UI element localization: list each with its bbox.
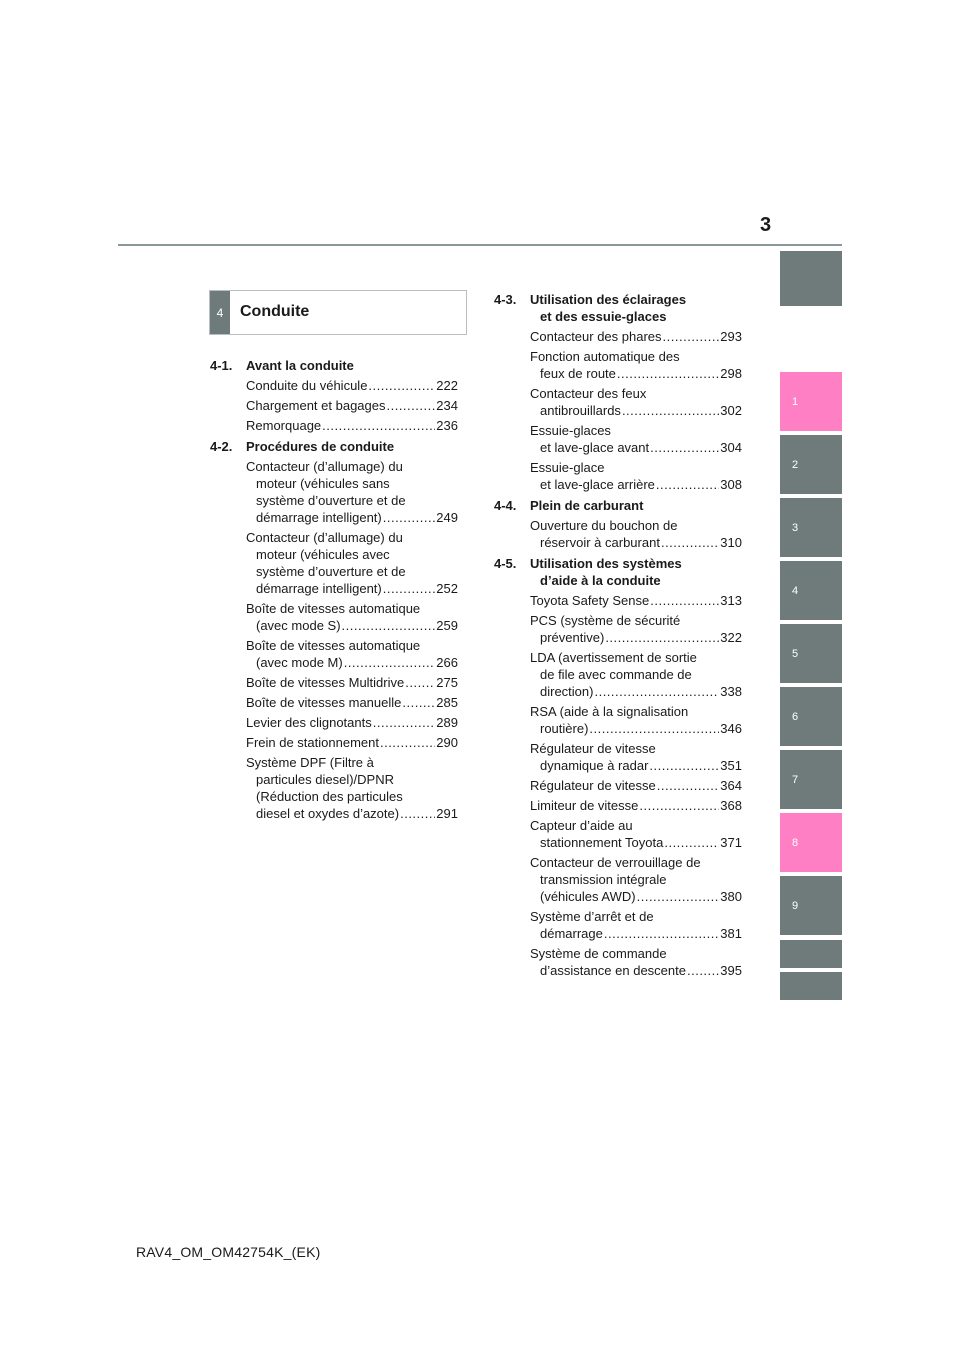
toc-entry-text: Essuie-glace (530, 460, 605, 475)
chapter-tab-8[interactable] (780, 813, 842, 872)
toc-entry[interactable] (494, 740, 742, 774)
toc-entry[interactable] (210, 417, 458, 434)
toc-page-number: 302 (720, 403, 742, 418)
toc-entry-text: d’assistance en descente (540, 963, 686, 978)
toc-entry-text: transmission intégrale (540, 872, 667, 887)
toc-entry[interactable] (494, 854, 742, 905)
toc-entry-text: Levier des clignotants (246, 715, 372, 730)
toc-entry[interactable] (494, 612, 742, 646)
toc-page-number: 338 (720, 684, 742, 699)
toc-entry[interactable] (494, 459, 742, 493)
toc-entry[interactable] (210, 529, 458, 597)
toc-entry-text: démarrage intelligent) (256, 510, 382, 525)
toc-page-number: 380 (720, 889, 742, 904)
chapter-tab-label: 7 (792, 773, 799, 786)
dot-leader (657, 777, 720, 794)
toc-entry-text: particules diesel)/DPNR (256, 772, 394, 787)
toc-entry-text: Essuie-glaces (530, 423, 611, 438)
document-code: RAV4_OM_OM42754K_(EK) (136, 1244, 321, 1260)
chapter-tab-label: 4 (792, 584, 799, 597)
toc-entry-text: moteur (véhicules avec (256, 547, 390, 562)
toc-entry-text: Régulateur de vitesse (530, 741, 656, 756)
dot-leader (661, 534, 719, 551)
dot-leader (405, 674, 435, 691)
toc-entry-text: Contacteur de verrouillage de (530, 855, 701, 870)
section-heading (494, 497, 742, 514)
toc-entry-text: Limiteur de vitesse (530, 798, 639, 813)
dot-leader (656, 476, 719, 493)
toc-entry[interactable] (494, 517, 742, 551)
toc-page-number: 222 (436, 378, 458, 393)
section-heading (210, 357, 458, 374)
toc-entry-text: Contacteur des phares (530, 329, 662, 344)
dot-leader (368, 377, 435, 394)
toc-page-number: 368 (720, 798, 742, 813)
toc-page-number: 285 (436, 695, 458, 710)
section-heading (494, 291, 742, 325)
toc-entry-text: Boîte de vitesses manuelle (246, 695, 402, 710)
section-title: Utilisation des systèmes (530, 556, 682, 571)
toc-entry-text: Frein de stationnement (246, 735, 379, 750)
toc-page-number: 266 (436, 655, 458, 670)
toc-page-number: 236 (436, 418, 458, 433)
toc-page-number: 310 (720, 535, 742, 550)
toc-page-number: 346 (720, 721, 742, 736)
toc-entry-text: (avec mode S) (256, 618, 341, 633)
toc-page-number: 304 (720, 440, 742, 455)
toc-entry[interactable] (210, 637, 458, 671)
toc-page-number: 275 (436, 675, 458, 690)
toc-entry[interactable] (494, 945, 742, 979)
toc-entry[interactable] (494, 703, 742, 737)
toc-entry-text: système d’ouverture et de (256, 493, 406, 508)
chapter-tab-9[interactable] (780, 876, 842, 935)
section-title: d’aide à la conduite (540, 573, 661, 588)
toc-page-number: 252 (436, 581, 458, 596)
toc-entry[interactable] (210, 674, 458, 691)
toc-entry[interactable] (210, 754, 458, 822)
chapter-tab-2[interactable] (780, 435, 842, 494)
chapter-tab-label: 1 (792, 395, 799, 408)
toc-entry-text: feux de route (540, 366, 616, 381)
chapter-tab-blank-10[interactable] (780, 940, 842, 968)
toc-entry-text: Chargement et bagages (246, 398, 386, 413)
toc-entry[interactable] (210, 377, 458, 394)
dot-leader (589, 720, 719, 737)
toc-entry-text: LDA (avertissement de sortie (530, 650, 697, 665)
dot-leader (664, 834, 719, 851)
chapter-tab-6[interactable] (780, 687, 842, 746)
dot-leader (650, 592, 719, 609)
toc-page-number: 364 (720, 778, 742, 793)
chapter-tab-3[interactable] (780, 498, 842, 557)
toc-page-number: 351 (720, 758, 742, 773)
toc-entry-text: Capteur d’aide au (530, 818, 633, 833)
section-title: Plein de carburant (530, 498, 644, 513)
toc-entry-text: réservoir à carburant (540, 535, 660, 550)
toc-entry-text: Fonction automatique des (530, 349, 680, 364)
dot-leader (383, 509, 436, 526)
toc-page-number: 290 (436, 735, 458, 750)
page-number: 3 (760, 214, 772, 236)
dot-leader (344, 654, 436, 671)
chapter-tab-5[interactable] (780, 624, 842, 683)
chapter-tab-4[interactable] (780, 561, 842, 620)
toc-entry[interactable] (494, 422, 742, 456)
toc-entry-text: dynamique à radar (540, 758, 649, 773)
toc-entry[interactable] (210, 397, 458, 414)
dot-leader (663, 328, 720, 345)
dot-leader (650, 439, 719, 456)
dot-leader (594, 683, 719, 700)
toc-entry-text: (Réduction des particules (256, 789, 403, 804)
toc-entry-text: (avec mode M) (256, 655, 343, 670)
chapter-tab-label: 2 (792, 458, 799, 471)
toc-entry[interactable] (210, 734, 458, 751)
toc-entry-text: démarrage (540, 926, 603, 941)
dot-leader (605, 629, 719, 646)
toc-entry-text: direction) (540, 684, 594, 699)
toc-entry-text: Conduite du véhicule (246, 378, 368, 393)
toc-entry[interactable] (494, 817, 742, 851)
section-heading (210, 438, 458, 455)
dot-leader (386, 397, 435, 414)
dot-leader (373, 714, 436, 731)
toc-entry-text: système d’ouverture et de (256, 564, 406, 579)
toc-entry-text: stationnement Toyota (540, 835, 664, 850)
chapter-tab-label: 3 (792, 521, 799, 534)
toc-entry[interactable] (494, 592, 742, 609)
chapter-number: 4 (210, 291, 230, 334)
toc-page-number: 259 (436, 618, 458, 633)
toc-page-number: 298 (720, 366, 742, 381)
dot-leader (402, 694, 435, 711)
dot-leader (380, 734, 435, 751)
section-title: Utilisation des éclairages (530, 292, 687, 307)
dot-leader (400, 805, 435, 822)
toc-entry-text: et lave-glace arrière (540, 477, 655, 492)
toc-entry-text: Toyota Safety Sense (530, 593, 650, 608)
chapter-tab-label: 6 (792, 710, 799, 723)
toc-page-number: 395 (720, 963, 742, 978)
toc-entry-text: diesel et oxydes d’azote) (256, 806, 400, 821)
toc-page-number: 308 (720, 477, 742, 492)
toc-page-number: 234 (436, 398, 458, 413)
toc-entry[interactable] (210, 714, 458, 731)
toc-entry[interactable] (494, 777, 742, 794)
toc-page-number: 289 (436, 715, 458, 730)
toc-entry-text: Boîte de vitesses automatique (246, 601, 421, 616)
toc-entry[interactable] (494, 348, 742, 382)
section-title: et des essuie-glaces (540, 309, 667, 324)
toc-left-column (210, 353, 458, 825)
toc-page-number: 381 (720, 926, 742, 941)
chapter-header (209, 290, 467, 335)
toc-entry[interactable] (210, 458, 458, 526)
chapter-tab-blank-0[interactable] (780, 251, 842, 306)
dot-leader (617, 365, 719, 382)
toc-entry[interactable] (494, 385, 742, 419)
toc-page-number: 291 (436, 806, 458, 821)
toc-entry-text: et lave-glace avant (540, 440, 650, 455)
dot-leader (639, 797, 719, 814)
section-number: 4-2. (210, 439, 233, 454)
toc-entry-text: Système de commande (530, 946, 667, 961)
dot-leader (637, 888, 720, 905)
chapter-tab-7[interactable] (780, 750, 842, 809)
toc-page-number: 249 (436, 510, 458, 525)
toc-entry-text: moteur (véhicules sans (256, 476, 390, 491)
chapter-title: Conduite (240, 303, 310, 320)
toc-entry-text: Contacteur des feux (530, 386, 647, 401)
toc-page-number: 293 (720, 329, 742, 344)
toc-entry[interactable] (210, 694, 458, 711)
toc-page-number: 313 (720, 593, 742, 608)
toc-entry-text: préventive) (540, 630, 605, 645)
toc-entry-text: routière) (540, 721, 589, 736)
toc-entry-text: Boîte de vitesses automatique (246, 638, 421, 653)
toc-entry-text: Boîte de vitesses Multidrive (246, 675, 405, 690)
toc-entry-text: démarrage intelligent) (256, 581, 382, 596)
section-number: 4-1. (210, 358, 233, 373)
chapter-tab-label: 9 (792, 899, 799, 912)
toc-entry[interactable] (494, 649, 742, 700)
section-title: Avant la conduite (246, 358, 354, 373)
toc-entry-text: Contacteur (d’allumage) du (246, 530, 403, 545)
section-title: Procédures de conduite (246, 439, 395, 454)
toc-entry[interactable] (210, 600, 458, 634)
toc-entry[interactable] (494, 797, 742, 814)
toc-entry-text: Régulateur de vitesse (530, 778, 656, 793)
section-number: 4-4. (494, 498, 517, 513)
toc-entry-text: (véhicules AWD) (540, 889, 636, 904)
toc-page-number: 371 (720, 835, 742, 850)
toc-entry-text: de file avec commande de (540, 667, 692, 682)
dot-leader (342, 617, 436, 634)
section-heading (494, 555, 742, 589)
toc-entry-text: Ouverture du bouchon de (530, 518, 678, 533)
toc-entry[interactable] (494, 908, 742, 942)
toc-entry-text: Remorquage (246, 418, 322, 433)
dot-leader (622, 402, 719, 419)
chapter-tab-1[interactable] (780, 372, 842, 431)
toc-entry-text: Contacteur (d’allumage) du (246, 459, 403, 474)
toc-entry-text: RSA (aide à la signalisation (530, 704, 689, 719)
chapter-tab-blank-11[interactable] (780, 972, 842, 1000)
dot-leader (687, 962, 719, 979)
section-number: 4-5. (494, 556, 517, 571)
toc-page-number: 322 (720, 630, 742, 645)
toc-entry[interactable] (494, 328, 742, 345)
chapter-tab-label: 8 (792, 836, 799, 849)
dot-leader (649, 757, 719, 774)
toc-entry-text: PCS (système de sécurité (530, 613, 681, 628)
toc-entry-text: Système d’arrêt et de (530, 909, 654, 924)
toc-right-column (494, 287, 742, 982)
toc-entry-text: antibrouillards (540, 403, 621, 418)
dot-leader (322, 417, 435, 434)
section-number: 4-3. (494, 292, 517, 307)
header-rule (118, 244, 842, 246)
dot-leader (383, 580, 436, 597)
toc-entry-text: Système DPF (Filtre à (246, 755, 374, 770)
dot-leader (604, 925, 719, 942)
chapter-tab-label: 5 (792, 647, 799, 660)
